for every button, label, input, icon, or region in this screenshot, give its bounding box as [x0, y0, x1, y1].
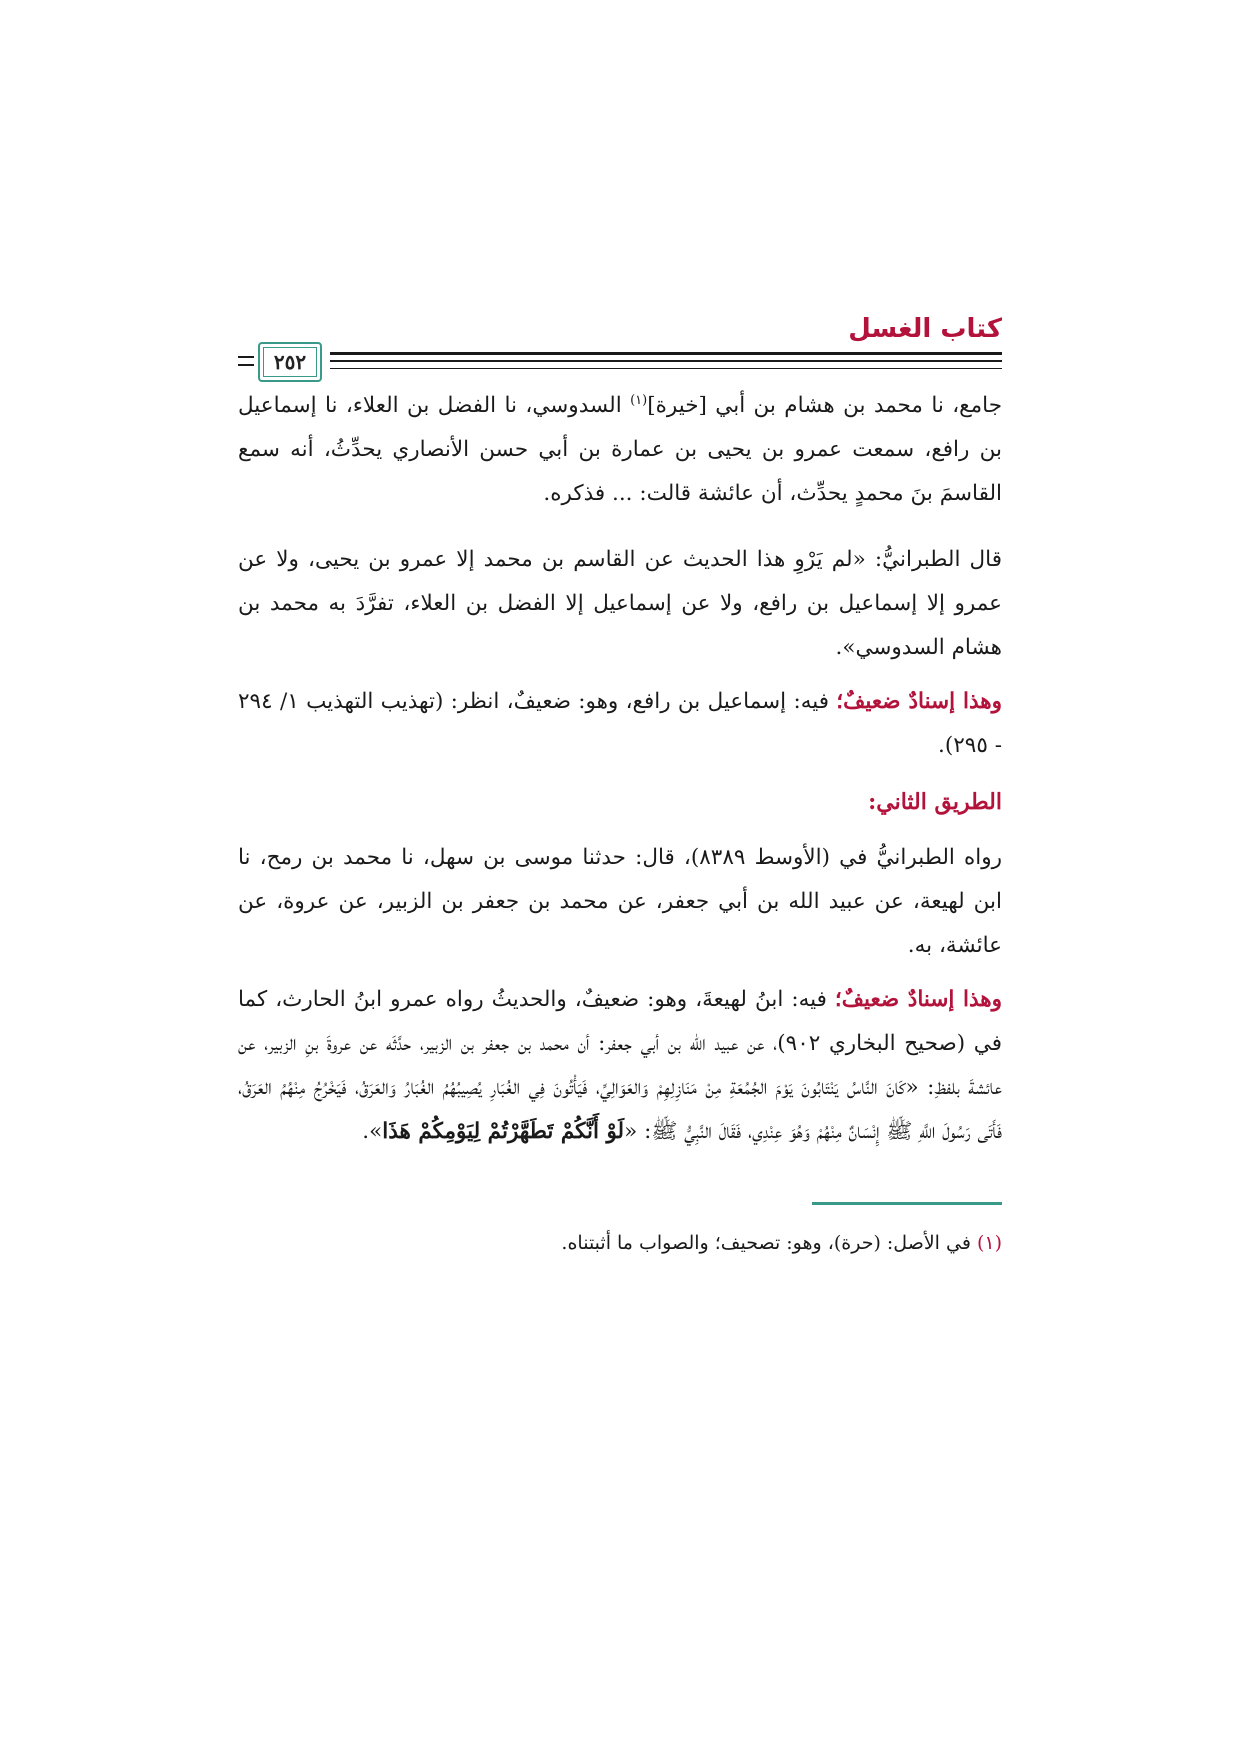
- paragraph-1-rest: السدوسي، نا الفضل بن العلاء، نا إسماعيل بن رافع، سمعت عمرو بن يحيى بن عمارة بن أبي حسن الأنصاري يحدِّثُ، أنه سمع القاسمَ بنَ محمدٍ يحدِّث، أن عائشة قالت: ... فذكره.: [238, 393, 1002, 506]
- footnote-text: في الأصل: (حرة)، وهو: تصحيف؛ والصواب ما أثبتناه.: [561, 1232, 977, 1254]
- paragraph-4: رواه الطبرانيُّ في (الأوسط ٨٣٨٩)، قال: حدثنا موسى بن سهل، نا محمد بن رمح، نا ابن لهيعة، عن عبيد الله بن أبي جعفر، عن محمد بن جعفر بن الزبير، عن عروة، عن عائشة، به.: [238, 845, 1003, 958]
- verdict-label: وهذا إسنادٌ ضعيفٌ؛: [834, 987, 1003, 1012]
- paragraph-5: [238, 978, 1002, 1154]
- page: [238, 300, 1002, 1259]
- verdict-label: وهذا إسنادٌ ضعيفٌ؛: [836, 689, 1002, 714]
- page-header: [238, 300, 1002, 380]
- header-rule-tail: [238, 364, 254, 366]
- footnote-number: (١): [976, 1232, 1002, 1254]
- paragraph-5-rest: فيه: ابنُ لهيعةَ، وهو: ضعيفٌ، والحديثُ رواه عمرو ابنُ الحارث، كما في (صحيح البخاري ٩٠٢)، عن عبيد الله بن أبي جعفر: أن محمد بن جعفر بن الزبير، حدَّثَه عن عروةَ بنِ الزبير، عن عائشةَ بلفظِ: «كَانَ النَّاسُ يَنْتَابُونَ يَوْمَ الجُمُعَةِ مِنْ مَنَازِلِهِمْ وَالعَوَالِيِّ، فَيَأْتُونَ فِي الغُبَارِ يُصِيبُهُمُ الغُبَارُ وَالعَرَقُ، فَيَخْرُجُ مِنْهُمُ العَرَقُ، فَأَتَى رَسُولَ اللَّهِ ﷺ إِنْسَانٌ مِنْهُمْ وَهُوَ عِنْدِي، فَقَالَ النَّبِيُّ ﷺ: «: [238, 987, 1003, 1144]
- paragraph-2: قال الطبرانيُّ: «لم يَرْوِ هذا الحديث عن القاسم بن محمد إلا عمرو بن يحيى، ولا عن عمرو إلا إسماعيل بن رافع، ولا عن إسماعيل إلا الفضل بن العلاء، تفرَّدَ به محمد بن هشام السدوسي».: [238, 547, 1002, 660]
- page-number: ٢٥٢: [273, 350, 307, 374]
- header-rule-tail: [238, 356, 254, 358]
- header-rule: [330, 352, 1002, 355]
- chapter-title: كتاب الغسل: [848, 314, 1002, 344]
- paragraph-1-text: جامع، نا محمد بن هشام بن أبي [خيرة]: [647, 393, 1002, 418]
- paragraph-1: [238, 384, 1002, 516]
- paragraph-3-rest: فيه: إسماعيل بن رافع، وهو: ضعيفٌ، انظر: (تهذيب التهذيب ١/ ٢٩٤ - ٢٩٥).: [238, 689, 1002, 758]
- footnote-ref[interactable]: (١): [630, 392, 648, 408]
- footnote: [238, 1227, 1002, 1259]
- header-rule: [330, 368, 1002, 369]
- section-heading: الطريق الثاني:: [868, 789, 1002, 815]
- paragraph-3: [238, 680, 1002, 768]
- paragraph-5-end: ».: [362, 1119, 383, 1144]
- page-number-frame: [258, 342, 322, 382]
- header-rule: [330, 360, 1002, 362]
- footnote-separator: [812, 1202, 1002, 1205]
- hadith-quote: لَوْ أَنَّكُمْ تَطَهَّرْتُمْ لِيَوْمِكُمْ هَذَا: [382, 1119, 625, 1144]
